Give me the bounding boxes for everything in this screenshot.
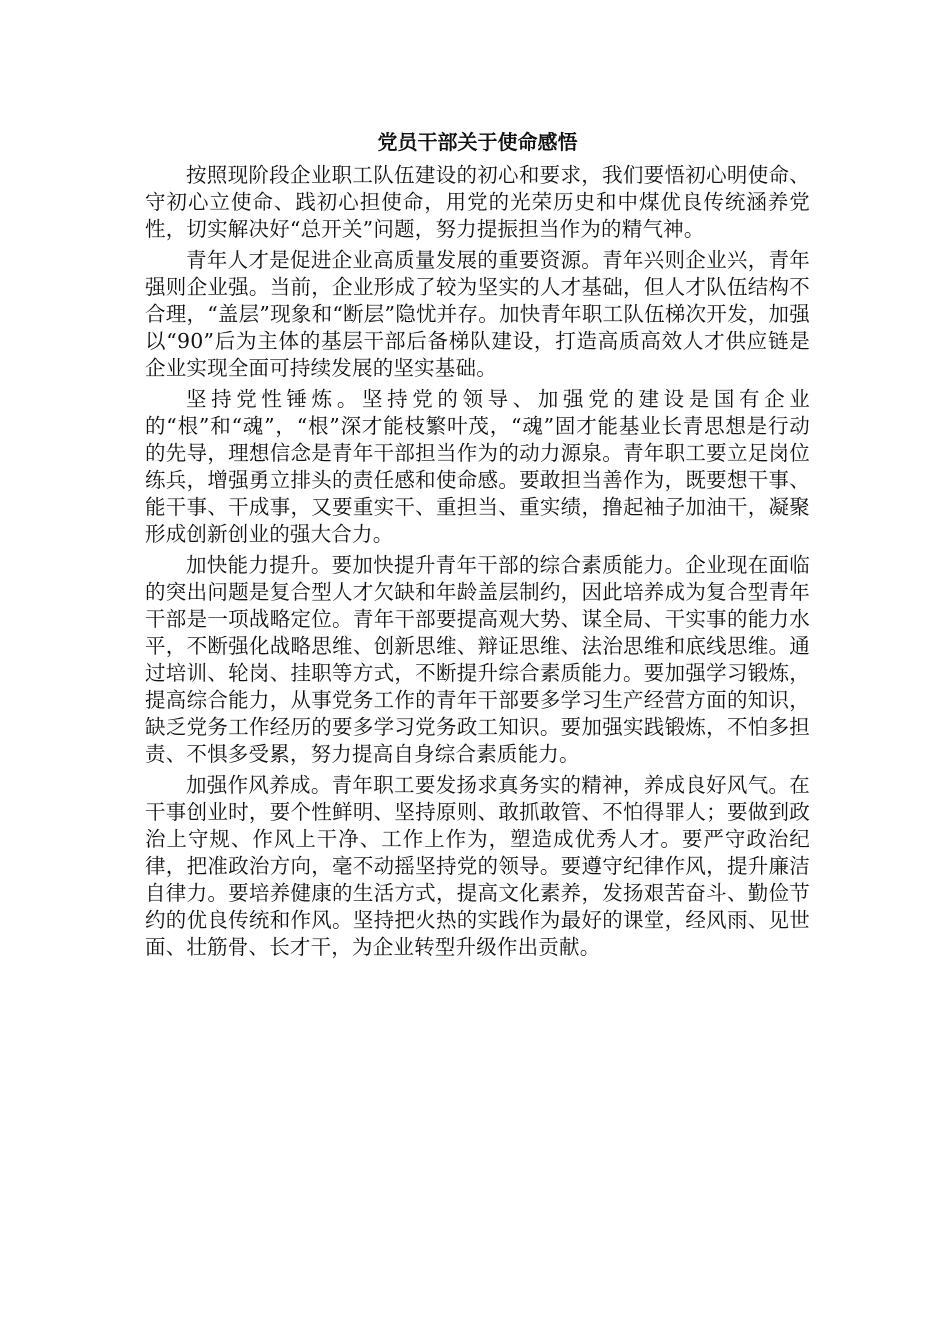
paragraph-work-style: 加强作风养成。青年职工要发扬求真务实的精神，养成良好风气。在干事创业时，要个性鲜明、坚持原则、敢抓敢管、不怕得罪人；要做到政治上守规、作风上干净、工作上作为，塑造成优秀人才。要严守政治纪律，把准政治方向，毫不动摇坚持党的领导。要遵守纪律作风，提升廉洁自律力。要培养健康的生活方式，提高文化素养，发扬艰苦奋斗、勤俭节约的优良传统和作风。坚持把火热的实践作为最好的课堂，经风雨、见世面、壮筋骨、长才干，为企业转型升级作出贡献。 bbox=[145, 773, 810, 959]
document-page bbox=[145, 128, 810, 965]
paragraph-party-spirit: 坚持党性锤炼。坚持党的领导、加强党的建设是国有企业的“根”和“魂”，“根”深才能枝繁叶茂，“魂”固才能基业长青思想是行动的先导，理想信念是青年干部担当作为的动力源泉。青年职工要立足岗位练兵，增强勇立排头的责任感和使命感。要敢担当善作为，既要想干事、能干事、干成事，又要重实干、重担当、重实绩，撸起袖子加油干，凝聚形成创新创业的强大合力。 bbox=[145, 387, 810, 546]
paragraph-ability: 加快能力提升。要加快提升青年干部的综合素质能力。企业现在面临的突出问题是复合型人才欠缺和年龄盖层制约，因此培养成为复合型青年干部是一项战略定位。青年干部要提高观大势、谋全局、干实事的能力水平，不断强化战略思维、创新思维、辩证思维、法治思维和底线思维。通过培训、轮岗、挂职等方式，不断提升综合素质能力。要加强学习锻炼，提高综合能力，从事党务工作的青年干部要多学习生产经营方面的知识，缺乏党务工作经历的要多学习党务政工知识。要加强实践锻炼，不怕多担责、不惧多受累，努力提高自身综合素质能力。 bbox=[145, 553, 810, 766]
paragraph-youth-talent: 青年人才是促进企业高质量发展的重要资源。青年兴则企业兴，青年强则企业强。当前，企业形成了较为坚实的人才基础，但人才队伍结构不合理，“盖层”现象和“断层”隐忧并存。加快青年职工队伍梯次开发，加强以“90”后为主体的基层干部后备梯队建设，打造高质高效人才供应链是企业实现全面可持续发展的坚实基础。 bbox=[145, 248, 810, 380]
paragraph-intro: 按照现阶段企业职工队伍建设的初心和要求，我们要悟初心明使命、守初心立使命、践初心担使命，用党的光荣历史和中煤优良传统涵养党性，切实解决好“总开关”问题，努力提振担当作为的精气神。 bbox=[145, 163, 810, 241]
document-title: 党员干部关于使命感悟 bbox=[377, 130, 578, 154]
